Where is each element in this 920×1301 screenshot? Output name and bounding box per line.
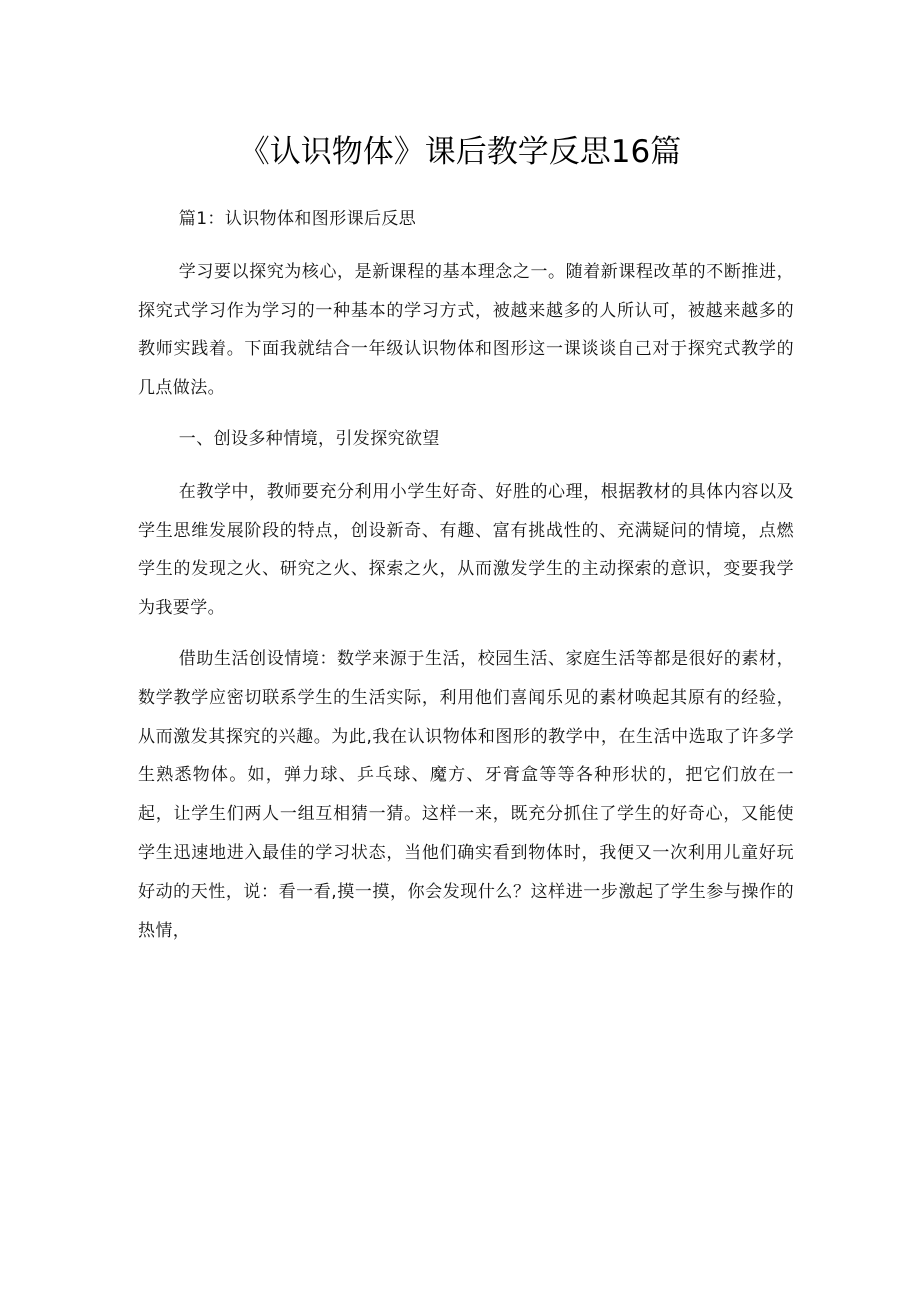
body-paragraph: 在教学中，教师要充分利用小学生好奇、好胜的心理，根据教材的具体内容以及学生思维发展阶段的特点，创设新奇、有趣、富有挑战性的、充满疑问的情境，点燃学生的发现之火、研究之火、探索之火，从而激发学生的主动探索的意识，变要我学为我要学。 xyxy=(138,481,794,619)
subsection-heading: 一、创设多种情境，引发探究欲望 xyxy=(178,428,440,449)
body-paragraph: 借助生活创设情境：数学来源于生活，校园生活、家庭生活等都是很好的素材，数学教学应密切联系学生的生活实际，利用他们喜闻乐见的素材唤起其原有的经验，从而激发其探究的兴趣。为此,我在认识物体和图形的教学中，在生活中选取了许多学生熟悉物体。如，弹力球、乒乓球、魔方、牙膏盒等等各种形状的，把它们放在一起，让学生们两人一组互相猜一猜。这样一来，既充分抓住了学生的好奇心，又能使学生迅速地进入最佳的学习状态，当他们确实看到物体时，我便又一次利用儿童好玩好动的天性，说：看一看,摸一摸，你会发现什么？这样进一步激起了学生参与操作的热情， xyxy=(138,648,794,941)
section-heading: 篇1：认识物体和图形课后反思 xyxy=(178,209,417,229)
body-paragraph: 学习要以探究为核心，是新课程的基本理念之一。随着新课程改革的不断推进，探究式学习作为学习的一种基本的学习方式，被越来越多的人所认可，被越来越多的教师实践着。下面我就结合一年级认识物体和图形这一课谈谈自己对于探究式教学的几点做法。 xyxy=(138,261,794,399)
document-body xyxy=(138,200,794,962)
document-title: 《认识物体》课后教学反思16篇 xyxy=(238,134,682,170)
